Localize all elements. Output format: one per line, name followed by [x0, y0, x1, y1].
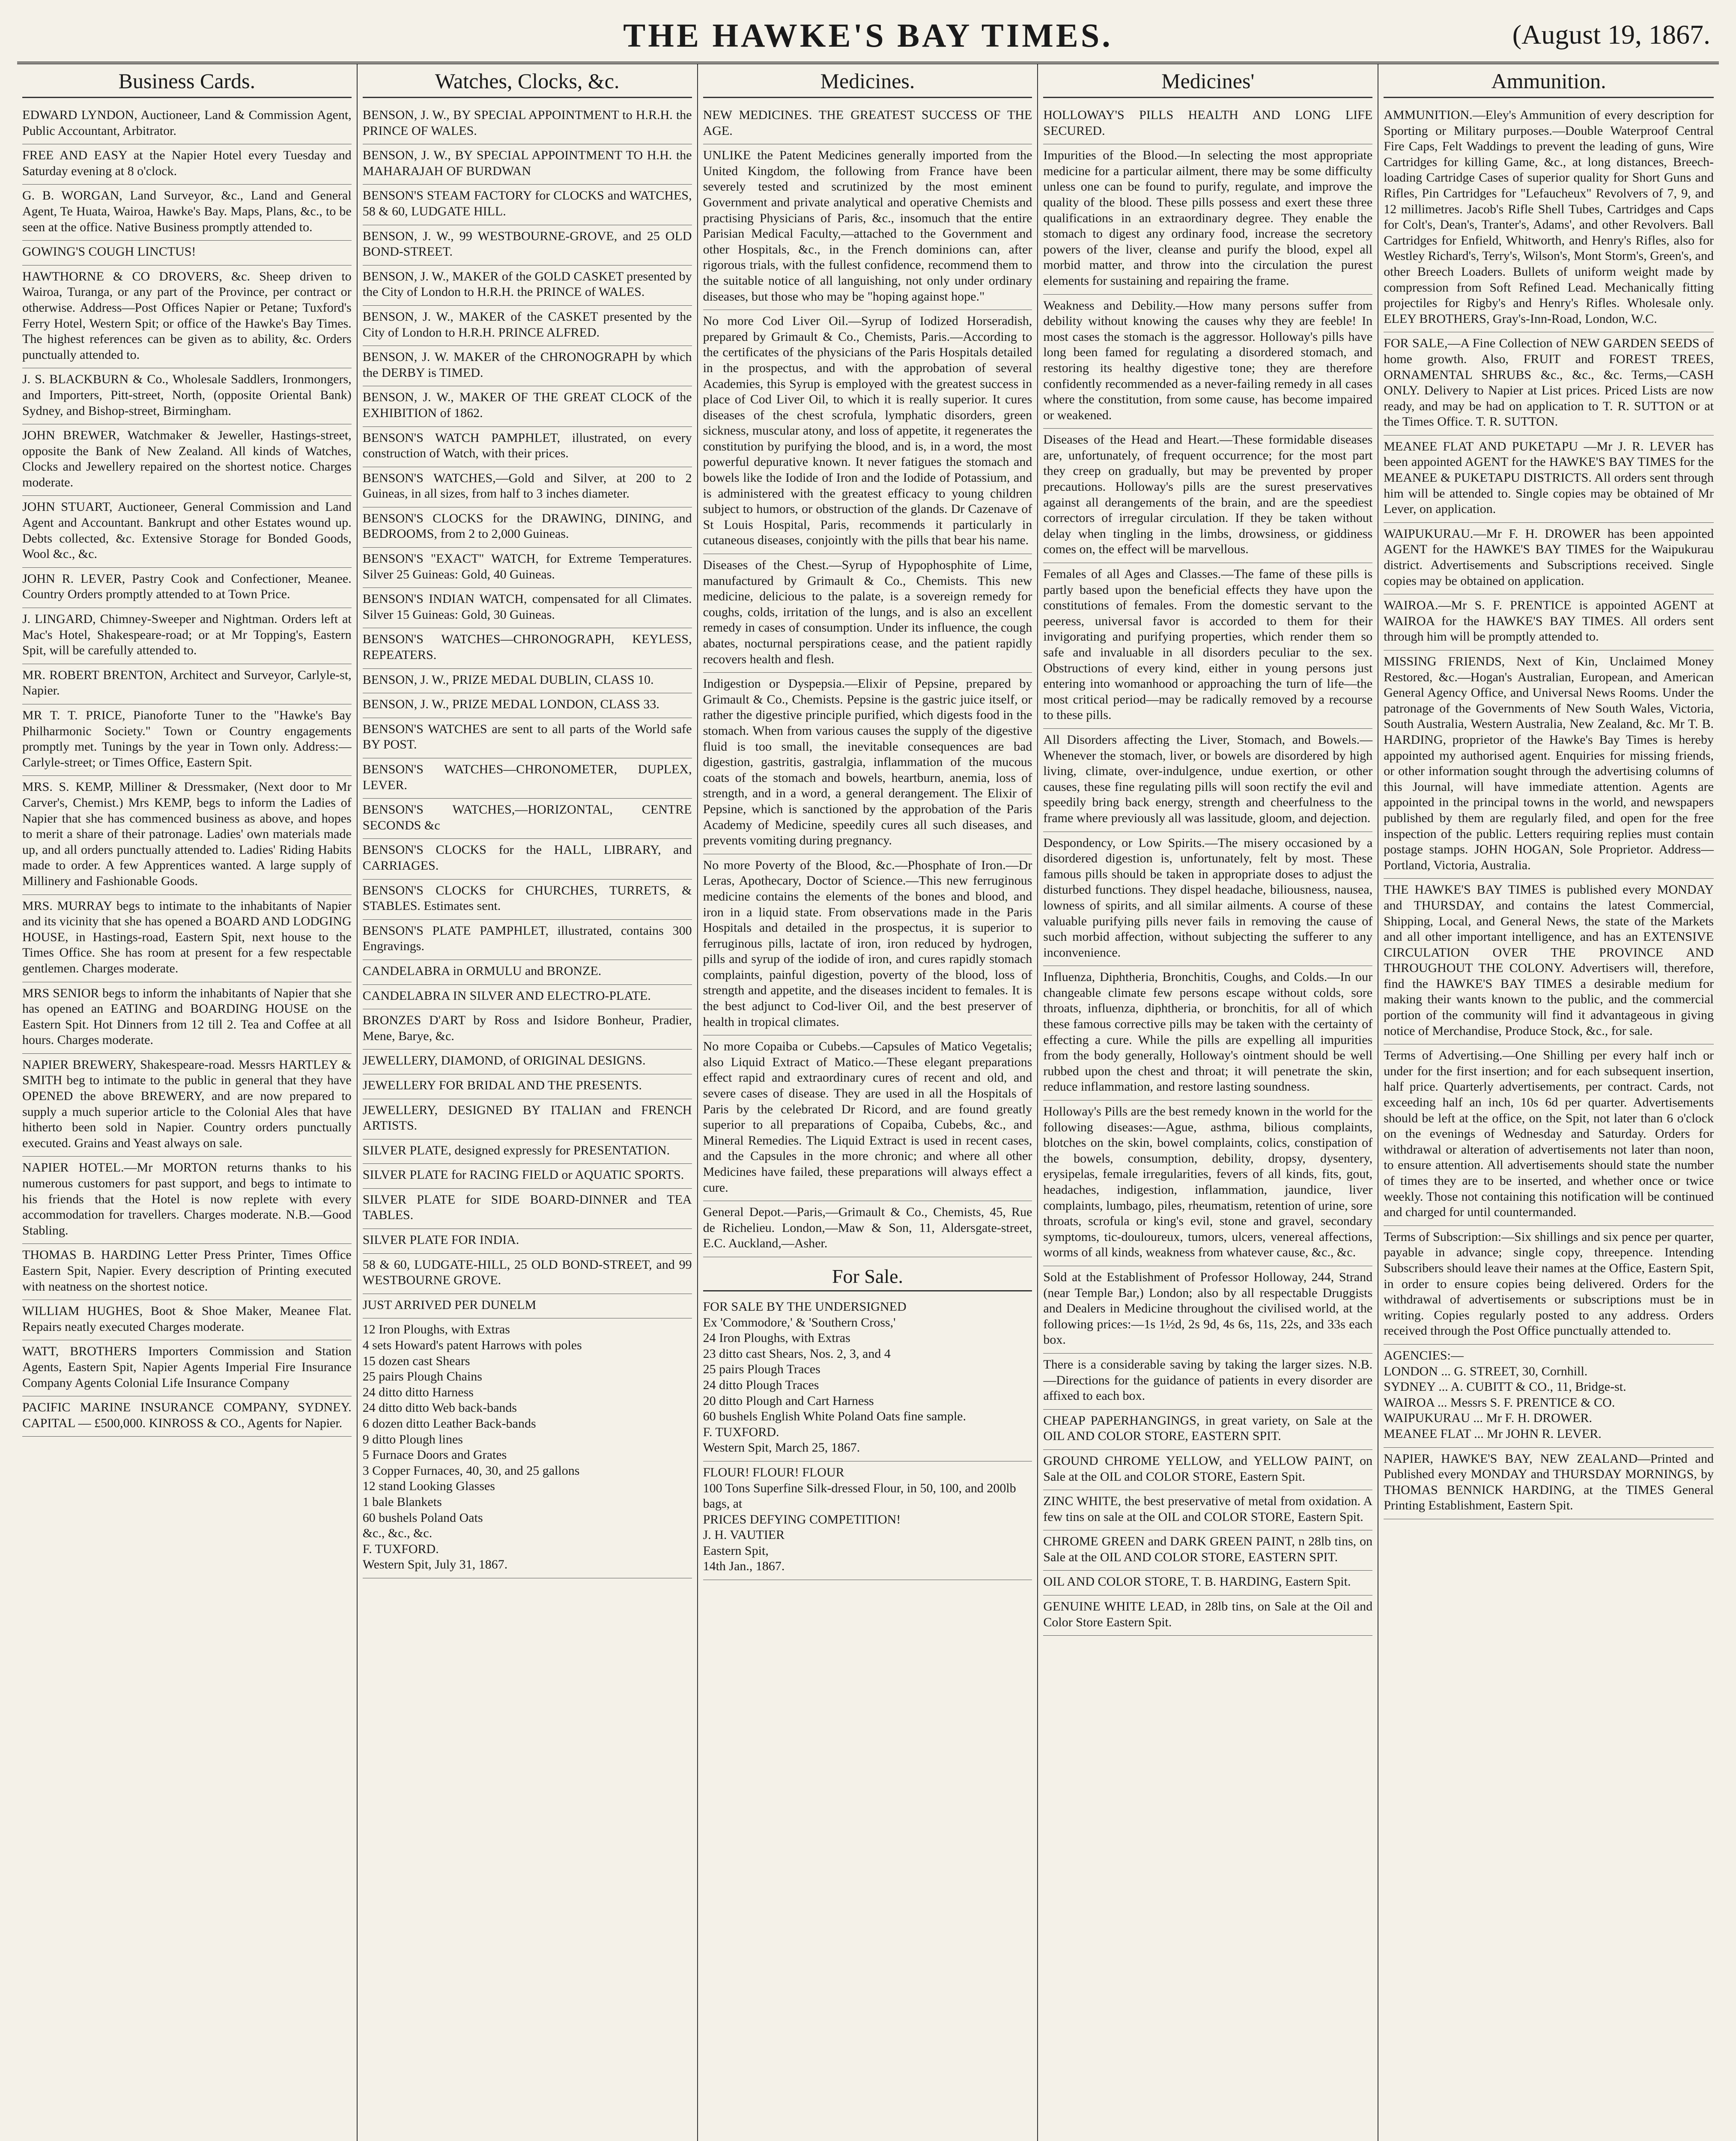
ad-line: 12 Iron Ploughs, with Extras: [362, 1322, 510, 1337]
ad-text: NAPIER, HAWKE'S BAY, NEW ZEALAND—Printed and Published every MONDAY and THURSDAY MORNINGS, by THOMAS BENNICK HARDING, at the TIMES General Printing Establishment, Eastern Spit.: [1384, 1451, 1714, 1513]
ad-text: JOHN STUART, Auctioneer, General Commission and Land Agent and Accountant. Bankrupt and other Estates wound up. Debts collected, &c. Extensive Storage for Bonded Goods, Wool &c., &c.: [22, 500, 352, 561]
column-heading: Ammunition.: [1384, 64, 1714, 98]
advertisement: [363, 669, 692, 694]
ad-text: BENSON'S PLATE PAMPHLET, illustrated, contains 300 Engravings.: [362, 923, 692, 954]
advertisement: [363, 839, 692, 879]
advertisement: [1384, 1044, 1714, 1226]
ad-text: MISSING FRIENDS, Next of Kin, Unclaimed Money Restored, &c.—Hogan's Australian, European, and American General Agency Office, and Universal News Rooms. Under the patronage of the Governments of New South Wales, Victoria, South Australia, Western Australia, New Zealand, &c. Mr T. B. HARDING, proprietor of the Hawke's Bay Times is hereby appointed my authorised agent. Enquiries for missing friends, or other information sought through the advertising columns of this Journal, will have immediate attention. Agents are appointed in the principal towns in the world, and newspapers published by them are regularly filed, and open for the free inspection of the public. Letters requiring replies must contain postage stamps. JOHN HOGAN, Sole Proprietor. Address—Portland, Victoria, Australia.: [1384, 654, 1714, 872]
advertisement: [363, 185, 692, 225]
advertisement: [363, 507, 692, 548]
column-medicines: [698, 64, 1038, 2141]
ad-list: [363, 104, 692, 1578]
ad-line: 25 pairs Plough Traces: [703, 1362, 820, 1377]
advertisement: [1384, 1226, 1714, 1345]
ad-text: Weakness and Debility.—How many persons suffer from debility without knowing the causes why they are feeble! In most cases the stomach is the aggressor. Holloway's pills have long been famed for regulating a disordered stomach, and restoring its healthy digestive tone; they are therefore confidently recommended as a never-failing remedy in all cases where the constitution, from some cause, has become impaired or weakened.: [1043, 298, 1373, 422]
ad-line: Eastern Spit,: [703, 1543, 769, 1558]
advertisement: [1043, 563, 1372, 729]
advertisement: [363, 548, 692, 588]
ad-text: No more Poverty of the Blood, &c.—Phosphate of Iron.—Dr Leras, Apothecary, Doctor of Science.—This new ferruginous medicine contains the elements of the bones and blood, and iron in a liquid state. From observations made in the Paris Hospitals and detailed in the prospectus, it is superior to ferruginous pills, lactate of iron, iron reduced by hydrogen, pills and syrup of the iodide of iron, and cures rapidly stomach complaints, painful digestion, poverty of the blood, loss of strength and appetite, and the diseases incident to females. It is the best adjunct to Cod-liver Oil, and the best preserver of health in tropical climates.: [703, 858, 1032, 1029]
column-ammunition: [1378, 64, 1719, 2141]
ad-text: Influenza, Diphtheria, Bronchitis, Coughs, and Colds.—In our changeable climate few persons escape without colds, sore throats, influenza, diphtheria, or bronchitis, for all of which these famous corrective pills may be taken with the certainty of effecting a cure. While the pills are expelling all impurities from the body generally, Holloway's ointment should be well rubbed upon the chest and throat; it will penetrate the skin, reduce inflammation, and restore lasting soundness.: [1043, 970, 1373, 1094]
advertisement: [1043, 295, 1372, 429]
ad-text: BRONZES D'ART by Ross and Isidore Bonheur, Pradier, Mene, Barye, &c.: [362, 1013, 692, 1043]
column-heading: Watches, Clocks, &c.: [363, 64, 692, 98]
advertisement: [1384, 1448, 1714, 1519]
ad-text: OIL AND COLOR STORE, T. B. HARDING, Eastern Spit.: [1043, 1574, 1351, 1589]
ad-line: 12 stand Looking Glasses: [362, 1479, 495, 1494]
ad-line: WAIPUKURAU ... Mr F. H. DROWER.: [1384, 1411, 1592, 1425]
ad-text: SILVER PLATE for RACING FIELD or AQUATIC SPORTS.: [362, 1168, 684, 1182]
ad-text: JEWELLERY FOR BRIDAL AND THE PRESENTS.: [362, 1078, 642, 1092]
issue-date: (August 19, 1867.: [1512, 19, 1710, 50]
advertisement: [363, 920, 692, 960]
advertisement: [363, 265, 692, 306]
ad-text: J. S. BLACKBURN & Co., Wholesale Saddlers, Ironmongers, and Importers, Pitt-street, North, (opposite Oriental Bank) Sydney, and Bishop-street, Birmingham.: [22, 372, 352, 418]
advertisement: [363, 799, 692, 839]
advertisement: [1384, 104, 1714, 332]
ad-line: Western Spit, July 31, 1867.: [362, 1557, 508, 1572]
advertisement: [703, 310, 1032, 554]
ad-text: CANDELABRA IN SILVER AND ELECTRO-PLATE.: [362, 988, 651, 1003]
column-watches-clocks: [358, 64, 698, 2141]
ad-line: AGENCIES:—: [1384, 1348, 1464, 1363]
ad-line: 5 Furnace Doors and Grates: [362, 1448, 507, 1462]
advertisement: [1384, 594, 1714, 650]
advertisement: [22, 1300, 352, 1340]
advertisement: [22, 982, 352, 1054]
ad-text: BENSON'S WATCHES—CHRONOGRAPH, KEYLESS, REPEATERS.: [362, 632, 692, 662]
advertisement: [363, 427, 692, 467]
ad-line: 24 Iron Ploughs, with Extras: [703, 1331, 850, 1345]
advertisement: [363, 1189, 692, 1229]
ad-line: SYDNEY ... A. CUBITT & CO., 11, Bridge-st.: [1384, 1380, 1626, 1394]
ad-text: JEWELLERY, DIAMOND, of ORIGINAL DESIGNS.: [362, 1053, 646, 1068]
advertisement: [363, 1254, 692, 1294]
advertisement: [1043, 1571, 1372, 1595]
advertisement: [363, 346, 692, 386]
advertisement: [363, 467, 692, 507]
advertisement: [363, 1229, 692, 1254]
advertisement: [1043, 1410, 1372, 1450]
ad-text: Holloway's Pills are the best remedy known in the world for the following diseases:—Ague, asthma, bilious complaints, blotches on the skin, bowel complaints, colics, constipation of the bowels, consumption, debility, dropsy, dysentery, erysipelas, female irregularities, fevers of all kinds, fits, gout, headaches, indigestion, inflammation, jaundice, liver complaints, lumbago, piles, rheumatism, retention of urine, sore throats, scrofula or king's evil, stone and gravel, secondary symptoms, tic-douloureux, tumors, ulcers, venereal affections, worms of all kinds, weakness from whatever cause, &c., &c.: [1043, 1104, 1373, 1260]
ad-text: BENSON, J. W., MAKER of the CASKET presented by the City of London to H.R.H. PRINCE ALFRED.: [362, 309, 692, 340]
advertisement: [22, 704, 352, 776]
for-sale-heading: For Sale.: [703, 1265, 1032, 1291]
ad-line: 15 dozen cast Shears: [362, 1354, 470, 1368]
advertisement: [22, 265, 352, 369]
ad-text: BENSON'S WATCHES are sent to all parts of the World safe BY POST.: [362, 722, 692, 752]
advertisement: [703, 1035, 1032, 1201]
advertisement: [363, 1139, 692, 1164]
ad-text: MR. ROBERT BRENTON, Architect and Surveyor, Carlyle-st, Napier.: [22, 668, 352, 698]
ad-text: NEW MEDICINES. THE GREATEST SUCCESS OF THE AGE.: [703, 108, 1032, 138]
advertisement: [363, 960, 692, 985]
ad-text: MR T. T. PRICE, Pianoforte Tuner to the "Hawke's Bay Philharmonic Society." Town or Country engagements promptly met. Tunings by the year in Town only. Address:— Carlyle-street; or Times Office, Eastern Spit.: [22, 708, 352, 769]
ad-text: BENSON'S WATCHES—CHRONOMETER, DUPLEX, LEVER.: [362, 762, 692, 792]
ad-text: GENUINE WHITE LEAD, in 28lb tins, on Sale at the Oil and Color Store Eastern Spit.: [1043, 1599, 1373, 1629]
advertisement: [1043, 144, 1372, 294]
advertisement: [22, 1244, 352, 1300]
ad-line: FLOUR! FLOUR! FLOUR: [703, 1465, 844, 1479]
ad-text: WAIROA.—Mr S. F. PRENTICE is appointed AGENT at WAIROA for the HAWKE'S BAY TIMES. All orders sent through him will be promptly attended to.: [1384, 598, 1714, 644]
ad-text: JUST ARRIVED PER DUNELM: [362, 1297, 537, 1312]
ad-text: JOHN BREWER, Watchmaker & Jeweller, Hastings-street, opposite the Bank of New Zealand. All kinds of Watches, Clocks and Jewellery repaired on the shortest notice. Charges moderate.: [22, 428, 352, 489]
ad-text: Diseases of the Chest.—Syrup of Hypophosphite of Lime, manufactured by Grimault & Co., Chemists. This new medicine, delicious to the palate, is a sovereign remedy for coughs, colds, irritation of the lungs, and is also an excellent remedy in cases of consumption. Under its influence, the cough abates, nocturnal perspirations cease, and the patient rapidly recovers health and flesh.: [703, 558, 1032, 666]
advertisement: [1043, 832, 1372, 966]
ad-text: JEWELLERY, DESIGNED BY ITALIAN and FRENCH ARTISTS.: [362, 1103, 692, 1133]
ad-text: No more Cod Liver Oil.—Syrup of Iodized Horseradish, prepared by Grimault & Co., Chemists, Paris.—According to the certificates of the physicians of the Paris Hospitals detailed in the prospectus, and with the approbation of several Academies, this Syrup is employed with the greatest success in place of Cod Liver Oil, to which it is really superior. It cures diseases of the chest scrofula, lymphatic disorders, green sickness, muscular atony, and loss of appetite, it regenerates the constitution by purifying the blood, and is, in a word, the most powerful depurative known. It never fatigues the stomach and bowels like the Iodide of Iron and the Iodide of Potassium, and is administered with the greatest efficacy to young children subject to humors, or obstruction of the glands. Dr Cazenave of St Louis Hospital, Paris, recommends it particularly in cutaneous diseases, conjointly with the pills that bear his name.: [703, 314, 1032, 548]
ad-text: JOHN R. LEVER, Pastry Cook and Confectioner, Meanee. Country Orders promptly attended to at Town Price.: [22, 571, 352, 602]
advertisement: [22, 104, 352, 144]
column-heading: Medicines': [1043, 64, 1372, 98]
ad-text: Females of all Ages and Classes.—The fame of these pills is partly based upon the beneficial effects they have upon the constitutions of females. From the domestic servant to the peeress, universal favor is accorded to them for their invigorating and purifying properties, which render them so safe and invaluable in all disorders peculiar to the sex. Obstructions of every kind, either in young persons just entering into womanhood or approaching the turn of life—the most critical period—may be radically removed by a recourse to these pills.: [1043, 567, 1373, 722]
ad-line: F. TUXFORD.: [362, 1542, 439, 1556]
advertisement: [1384, 650, 1714, 879]
ad-text: WILLIAM HUGHES, Boot & Shoe Maker, Meanee Flat. Repairs neatly executed Charges moderate.: [22, 1304, 352, 1334]
ad-line: LONDON ... G. STREET, 30, Cornhill.: [1384, 1364, 1588, 1378]
advertisement: [703, 854, 1032, 1036]
ad-list: [22, 104, 352, 1437]
advertisement: [22, 368, 352, 424]
advertisement: [703, 1461, 1032, 1580]
ad-text: FOR SALE,—A Fine Collection of NEW GARDEN SEEDS of home growth. Also, FRUIT and FOREST TREES, ORNAMENTAL SHRUBS &c., &c., &c. Terms,—CASH ONLY. Delivery to Napier at List prices. Priced Lists are now ready, and may be had on application to T. R. SUTTON or at the Times Office. T. R. SUTTON.: [1384, 336, 1714, 429]
advertisement: [22, 1396, 352, 1437]
advertisement: [22, 568, 352, 608]
ad-text: BENSON'S CLOCKS for the HALL, LIBRARY, and CARRIAGES.: [362, 843, 692, 873]
ad-line: 60 bushels English White Poland Oats fine sample.: [703, 1409, 966, 1424]
ad-text: SILVER PLATE, designed expressly for PRESENTATION.: [362, 1143, 670, 1157]
advertisement: [22, 1340, 352, 1396]
ad-text: HAWTHORNE & CO DROVERS, &c. Sheep driven to Wairoa, Turanga, or any part of the Province, per contract or otherwise. Address—Post Offices Napier or Petane; Tuxford's Ferry Hotel, Western Spit; or office of the Hawke's Bay Times. The highest references can be given as to ability, &c. Orders punctually attended to.: [22, 269, 352, 362]
advertisement: [363, 1074, 692, 1099]
advertisement: [1043, 1530, 1372, 1571]
column-heading: Medicines.: [703, 64, 1032, 98]
ad-text: BENSON'S INDIAN WATCH, compensated for all Climates. Silver 15 Guineas: Gold, 30 Guineas.: [362, 592, 692, 622]
advertisement: [22, 424, 352, 496]
advertisement: [363, 588, 692, 628]
ad-text: G. B. WORGAN, Land Surveyor, &c., Land and General Agent, Te Huata, Wairoa, Hawke's Bay. Maps, Plans, &c., to be seen at the office. Native Business promptly attended to.: [22, 188, 352, 234]
advertisement: [22, 1054, 352, 1157]
advertisement: [1043, 1266, 1372, 1354]
ad-text: BENSON'S WATCH PAMPHLET, illustrated, on every construction of Watch, with their prices.: [362, 430, 692, 461]
ad-text: GOWING'S COUGH LINCTUS!: [22, 245, 196, 259]
ad-text: AMMUNITION.—Eley's Ammunition of every description for Sporting or Military purposes.—Double Waterproof Central Fire Caps, Felt Waddings to prevent the leading of guns, Wire Cartridges for killing Game, &c., at long distances, Breech-loading Cartridge Cases of superior quality for Short Guns and Rifles, Pin Cartridges for "Lefaucheux" Revolvers of 7, 9, and 12 millimetres. Jacob's Rifle Shell Tubes, Cartridges and Caps for Colt's, Dean's, Tranter's, Adams', and other Revolvers. Ball Cartridges for Enfield, Whitworth, and Henry's Rifles, also for Westley Richard's, Terry's, Wilson's, Mont Storm's, Green's, and other Breech Loaders. Bullets of uniform weight made by compression from Soft Refined Lead. Mechanically fitting projectiles for Rigby's and Henry's Rifles. Wholesale only. ELEY BROTHERS, Gray's-Inn-Road, London, W.C.: [1384, 108, 1714, 326]
ad-list: [703, 104, 1032, 1257]
advertisement: [22, 496, 352, 567]
ad-text: BENSON'S WATCHES,—HORIZONTAL, CENTRE SECONDS &c: [362, 802, 692, 832]
advertisement: [1043, 1450, 1372, 1490]
ad-text: UNLIKE the Patent Medicines generally imported from the United Kingdom, the following from France have been severely tested and scrutinized by the most eminent Government and private analytical and operative Chemists and practising Physicians of Paris, &c., insomuch that the entire Parisian Medical Faculty,—attached to the Government and other Hospitals, &c., in the French dominions can, after rigorous trials, with the fullest confidence, recommend them to the suitable notice of all languishing, not only under ordinary diseases, but those who may be "hoping against hope.": [703, 148, 1032, 304]
ad-text: Terms of Advertising.—One Shilling per every half inch or under for the first insertion; and for each subsequent insertion, half price. Quarterly advertisements, per contract. Cards, not exceeding half an inch, 10s 6d per quarter. Advertisements should be left at the office, on the Spit, not later than 6 o'clock on the evenings of Wednesday and Saturday. Orders for withdrawal or alteration of advertisements not later than noon, to ensure attention. All advertisements should state the number of times they are to be inserted, and whether once or twice weekly. Those not containing this notification will be continued and charged for until countermanded.: [1384, 1048, 1714, 1220]
advertisement: [22, 241, 352, 265]
advertisement: [363, 225, 692, 265]
ad-text: BENSON'S CLOCKS for the DRAWING, DINING, and BEDROOMS, from 2 to 2,000 Guineas.: [362, 511, 692, 541]
ad-line: 6 dozen ditto Leather Back-bands: [362, 1416, 536, 1431]
advertisement: [703, 673, 1032, 854]
ad-line: 3 Copper Furnaces, 40, 30, and 25 gallons: [362, 1463, 580, 1478]
ad-line: Ex 'Commodore,' & 'Southern Cross,': [703, 1315, 896, 1330]
advertisement: [363, 693, 692, 718]
ad-text: Despondency, or Low Spirits.—The misery occasioned by a disordered digestion is, unfortunately, felt by most. These famous pills should be taken in appropriate doses to adjust the disturbed functions. They dispel headache, biliousness, nausea, lowness of spirits, and all similar ailments. A course of these valuable purifying pills never fails in removing the cause of such morbid affection, without subjecting the sufferer to any inconvenience.: [1043, 835, 1373, 960]
ad-text: SILVER PLATE for SIDE BOARD-DINNER and TEA TABLES.: [362, 1192, 692, 1223]
advertisement: [363, 1294, 692, 1319]
advertisement: [703, 1296, 1032, 1461]
ad-line: MEANEE FLAT ... Mr JOHN R. LEVER.: [1384, 1426, 1602, 1441]
ad-text: BENSON'S CLOCKS for CHURCHES, TURRETS, & STABLES. Estimates sent.: [362, 883, 692, 913]
advertisement: [22, 895, 352, 982]
ad-line: 100 Tons Superfine Silk-dressed Flour, in 50, 100, and 200lb bags, at: [703, 1481, 1016, 1511]
for-sale-list: [703, 1296, 1032, 1580]
ad-line: 14th Jan., 1867.: [703, 1559, 785, 1574]
advertisement: [363, 1050, 692, 1074]
ad-line: 9 ditto Plough lines: [362, 1432, 463, 1446]
ad-text: Terms of Subscription:—Six shillings and six pence per quarter, payable in advance; single copy, threepence. Intending Subscribers should leave their names at the Office, Eastern Spit, in order to ensure copies being delivered. Orders for the withdrawal of advertisements or subscriptions must be in writing. Copies regularly posted to any address. Orders received through the Post Office punctually attended to.: [1384, 1229, 1714, 1338]
ad-text: BENSON, J. W., MAKER of the GOLD CASKET presented by the City of London to H.R.H. the PRINCE of WALES.: [362, 269, 692, 299]
ad-line: 24 ditto Plough Traces: [703, 1378, 819, 1392]
ad-text: BENSON'S STEAM FACTORY for CLOCKS and WATCHES, 58 & 60, LUDGATE HILL.: [362, 188, 692, 218]
ad-text: BENSON, J. W., PRIZE MEDAL LONDON, CLASS 33.: [362, 697, 659, 712]
ad-text: J. LINGARD, Chimney-Sweeper and Nightman. Orders left at Mac's Hotel, Shakespeare-road; or at Mr Topping's, Eastern Spit, will be carefully attended to.: [22, 612, 352, 658]
ad-text: THE HAWKE'S BAY TIMES is published every MONDAY and THURSDAY, and contains the latest Commercial, Shipping, Local, and General News, the state of the Markets and all other important intelligence, and has an EXTENSIVE CIRCULATION OVER THE PROVINCE AND THROUGHOUT THE COLONY. Advertisers will, therefore, find the HAWKE'S BAY TIMES a desirable medium for making their wants known to the public, and the commercial portion of the community will find it advantageous in giving notice of Merchandise, Produce Stock, &c., for sale.: [1384, 883, 1714, 1038]
ad-text: CANDELABRA in ORMULU and BRONZE.: [362, 963, 602, 978]
advertisement: [22, 144, 352, 185]
advertisement: [363, 880, 692, 920]
advertisement: [703, 554, 1032, 673]
ad-line: F. TUXFORD.: [703, 1425, 779, 1439]
advertisement: [1384, 435, 1714, 523]
ad-line: WAIROA ... Messrs S. F. PRENTICE & CO.: [1384, 1395, 1615, 1410]
ad-text: BENSON, J. W., BY SPECIAL APPOINTMENT to H.R.H. the PRINCE OF WALES.: [362, 108, 692, 138]
advertisement: [22, 1157, 352, 1244]
ad-text: WAIPUKURAU.—Mr F. H. DROWER has been appointed AGENT for the HAWKE'S BAY TIMES for the Waipukurau district. Advertisements and Subscriptions received. Single copies may be obtained on application.: [1384, 526, 1714, 588]
advertisement: [1043, 1100, 1372, 1266]
advertisement: [363, 1164, 692, 1189]
ad-line: 24 ditto ditto Web back-bands: [362, 1401, 517, 1415]
column-medicines-holloway: [1038, 64, 1378, 2141]
ad-text: MRS SENIOR begs to inform the inhabitants of Napier that she has opened an EATING and BOARDING HOUSE on the Eastern Spit. Hot Dinners from 12 till 2. Tea and Coffee at all hours. Charges moderate.: [22, 986, 352, 1047]
ad-text: BENSON, J. W., PRIZE MEDAL DUBLIN, CLASS 10.: [362, 672, 654, 687]
ad-text: WATT, BROTHERS Importers Commission and Station Agents, Eastern Spit, Napier Agents Imperial Fire Insurance Company Agents Colonial Life Insurance Company: [22, 1344, 352, 1390]
ad-text: BENSON, J. W., MAKER OF THE GREAT CLOCK of the EXHIBITION of 1862.: [362, 390, 692, 420]
advertisement: [703, 144, 1032, 310]
ad-text: MRS. MURRAY begs to intimate to the inhabitants of Napier and its vicinity that she has opened a BOARD AND LODGING HOUSE, in Hastings-road, Eastern Spit, next house to the Times Office. She has room at present for a few respectable gentlemen. Charges moderate.: [22, 898, 352, 975]
advertisement: [1043, 1354, 1372, 1410]
advertisement: [22, 776, 352, 895]
newspaper-title: THE HAWKE'S BAY TIMES.: [623, 17, 1113, 54]
ad-text: 58 & 60, LUDGATE-HILL, 25 OLD BOND-STREET, and 99 WESTBOURNE GROVE.: [362, 1257, 692, 1288]
ad-text: All Disorders affecting the Liver, Stomach, and Bowels.—Whenever the stomach, liver, or bowels are disordered by high living, climate, over-indulgence, undue exertion, or other causes, these fine regulating pills will soon rectify the evil and speedily bring back energy, strength and cheerfulness to the frame where previously all was lassitude, gloom, and dejection.: [1043, 732, 1373, 825]
ad-text: GROUND CHROME YELLOW, and YELLOW PAINT, on Sale at the OIL and COLOR STORE, Eastern Spit.: [1043, 1453, 1373, 1484]
ad-text: NAPIER BREWERY, Shakespeare-road. Messrs HARTLEY & SMITH beg to intimate to the public in general that they have OPENED the above BREWERY, and are now prepared to supply a much superior article to the Colonial Ales that have hitherto been sold in Napier. Country orders punctually executed. Grains and Yeast always on sale.: [22, 1057, 352, 1150]
ad-text: Diseases of the Head and Heart.—These formidable diseases are, unfortunately, of frequent occurrence; for the most part they creep on gradually, but may be prevented by proper precautions. Holloway's pills are the surest preservatives against all derangements of the brain, and are the speediest correctors of irregular circulation. If they be taken without delay when tingling in the limbs, drowsiness, or giddiness comes on, the effect will be marvellous.: [1043, 432, 1373, 557]
advertisement: [1384, 1345, 1714, 1448]
ad-text: MRS. S. KEMP, Milliner & Dressmaker, (Next door to Mr Carver's, Chemist.) Mrs KEMP, begs to inform the Ladies of Napier that she has commenced business as above, and hopes to merit a share of their patronage. Ladies' own materials made up, and all orders punctually attended to. Ladies' Riding Habits made to order. A few Apprentices wanted. A large supply of Millinery and Fashionable Goods.: [22, 780, 352, 888]
ad-text: SILVER PLATE FOR INDIA.: [362, 1233, 519, 1247]
ad-text: EDWARD LYNDON, Auctioneer, Land & Commission Agent, Public Accountant, Arbitrator.: [22, 108, 352, 138]
ad-line: 1 bale Blankets: [362, 1494, 442, 1509]
ad-line: J. H. VAUTIER: [703, 1528, 785, 1542]
ad-line: Western Spit, March 25, 1867.: [703, 1440, 860, 1455]
ad-line: 23 ditto cast Shears, Nos. 2, 3, and 4: [703, 1346, 891, 1361]
advertisement: [1043, 729, 1372, 832]
advertisement: [22, 185, 352, 241]
ad-text: THOMAS B. HARDING Letter Press Printer, Times Office Eastern Spit, Napier. Every description of Printing executed with neatness on the shortest notice.: [22, 1248, 352, 1294]
advertisement: [1043, 966, 1372, 1100]
ad-text: BENSON, J. W. MAKER of the CHRONOGRAPH by which the DERBY is TIMED.: [362, 350, 692, 380]
advertisement: [363, 1009, 692, 1050]
ad-text: ZINC WHITE, the best preservative of metal from oxidation. A few tins on sale at the OIL and COLOR STORE, Eastern Spit.: [1043, 1494, 1373, 1524]
advertisement: [703, 104, 1032, 144]
ad-text: There is a considerable saving by taking the larger sizes. N.B.—Directions for the guidance of patients in every disorder are affixed to each box.: [1043, 1357, 1373, 1403]
columns: [17, 64, 1719, 2141]
advertisement: [1384, 879, 1714, 1044]
ad-line: PRICES DEFYING COMPETITION!: [703, 1512, 901, 1527]
advertisement: [1043, 104, 1372, 144]
advertisement: [1043, 1595, 1372, 1636]
column-heading: Business Cards.: [22, 64, 352, 98]
advertisement: [363, 985, 692, 1010]
ad-text: FREE AND EASY at the Napier Hotel every Tuesday and Saturday evening at 8 o'clock.: [22, 148, 352, 178]
ad-line: &c., &c., &c.: [362, 1526, 433, 1541]
ad-text: Impurities of the Blood.—In selecting the most appropriate medicine for a particular ailment, there may be some difficulty unless one can be found to purify, regulate, and improve the quality of the blood. These pills possess and exert these three qualifications in an extraordinary degree. They enable the stomach to digest any ordinary food, increase the secretory powers of the liver, cleanse and purify the blood, expel all morbid matter, and throw into the circulation the purest elements for sustaining and repairing the frame.: [1043, 148, 1373, 288]
ad-line: 25 pairs Plough Chains: [362, 1369, 482, 1384]
advertisement: [363, 144, 692, 185]
ad-line: 4 sets Howard's patent Harrows with poles: [362, 1338, 582, 1353]
ad-text: NAPIER HOTEL.—Mr MORTON returns thanks to his numerous customers for past support, and begs to intimate to his friends that the Hotel is now replete with every accommodation for travellers. Charges moderate. N.B.—Good Stabling.: [22, 1160, 352, 1237]
advertisement: [363, 718, 692, 758]
advertisement: [1043, 1490, 1372, 1530]
ad-text: MEANEE FLAT AND PUKETAPU —Mr J. R. LEVER has been appointed AGENT for the HAWKE'S BAY TIMES for the MEANEE & PUKETAPU DISTRICTS. All orders sent through him will be attended to. Single copies may be obtained of Mr Lever, on application.: [1384, 439, 1714, 516]
ad-text: No more Copaiba or Cubebs.—Capsules of Matico Vegetalis; also Liquid Extract of Matico.—These elegant preparations effect rapid and extraordinary cures of recent and old, and severe cases of disease. They are used in all the Hospitals of Paris by the celebrated Dr Ricord, and are found greatly superior to all preparations of Copaiba, Cubebs, &c., and Mineral Remedies. The Liquid Extract is used in recent cases, and the Capsules in the more chronic; and where all other Medicines have failed, these preparations will always effect a cure.: [703, 1039, 1032, 1195]
advertisement: [363, 386, 692, 426]
ad-text: BENSON, J. W., 99 WESTBOURNE-GROVE, and 25 OLD BOND-STREET.: [362, 229, 692, 259]
masthead: [17, 13, 1719, 64]
ad-line: FOR SALE BY THE UNDERSIGNED: [703, 1299, 907, 1314]
ad-text: General Depot.—Paris,—Grimault & Co., Chemists, 45, Rue de Richelieu. London,—Maw & Son, 11, Aldersgate-street, E.C. Auckland,—Asher.: [703, 1205, 1032, 1251]
advertisement: [363, 758, 692, 799]
ad-line: 20 ditto Plough and Cart Harness: [703, 1393, 874, 1408]
ad-text: Indigestion or Dyspepsia.—Elixir of Pepsine, prepared by Grimault & Co., Chemists. Pepsine is the gastric juice itself, or rather the digestive principle purified, which digests food in the stomach. When from various causes the supply of the digestive fluid is too small, the inevitable consequences are bad digestion, gastritis, gastralgia, inflammation of the mucous coats of the stomach and bowels, heartburn, anemia, loss of strength, and in a word, a general derangement. The Elixir of Pepsine, which is sanctioned by the approbation of the Paris Academy of Medicine, speedily cures all such diseases, and prevents vomiting during pregnancy.: [703, 677, 1032, 848]
ad-text: HOLLOWAY'S PILLS HEALTH AND LONG LIFE SECURED.: [1043, 108, 1373, 138]
ad-list: [1384, 104, 1714, 1519]
ad-text: PACIFIC MARINE INSURANCE COMPANY, SYDNEY. CAPITAL — £500,000. KINROSS & CO., Agents for Napier.: [22, 1400, 352, 1430]
advertisement: [1384, 523, 1714, 594]
advertisement: [22, 664, 352, 704]
advertisement: [1043, 429, 1372, 563]
ad-line: 60 bushels Poland Oats: [362, 1510, 483, 1525]
advertisement: [363, 104, 692, 144]
ad-text: CHEAP PAPERHANGINGS, in great variety, on Sale at the OIL AND COLOR STORE, EASTERN SPIT.: [1043, 1413, 1373, 1443]
advertisement: [703, 1201, 1032, 1257]
advertisement: [1384, 332, 1714, 435]
advertisement: [363, 1318, 692, 1578]
advertisement: [363, 628, 692, 668]
ad-text: BENSON'S "EXACT" WATCH, for Extreme Temperatures. Silver 25 Guineas: Gold, 40 Guineas.: [362, 552, 692, 581]
advertisement: [22, 608, 352, 664]
column-business-cards: [17, 64, 358, 2141]
ad-text: BENSON, J. W., BY SPECIAL APPOINTMENT TO H.H. the MAHARAJAH OF BURDWAN: [362, 148, 692, 178]
advertisement: [363, 306, 692, 346]
ad-list: [1043, 104, 1372, 1636]
ad-text: BENSON'S WATCHES,—Gold and Silver, at 200 to 2 Guineas, in all sizes, from half to 3 inches diameter.: [362, 471, 692, 501]
advertisement: [363, 1099, 692, 1139]
ad-line: 24 ditto ditto Harness: [362, 1385, 474, 1399]
ad-text: Sold at the Establishment of Professor Holloway, 244, Strand (near Temple Bar,) London; also by all respectable Druggists and Dealers in Medicine throughout the civilised world, at the following prices:—1s 1½d, 2s 9d, 4s 6s, 11s, 22s, and 33s each box.: [1043, 1270, 1373, 1347]
ad-text: CHROME GREEN and DARK GREEN PAINT, n 28lb tins, on Sale at the OIL AND COLOR STORE, EASTERN SPIT.: [1043, 1534, 1373, 1564]
